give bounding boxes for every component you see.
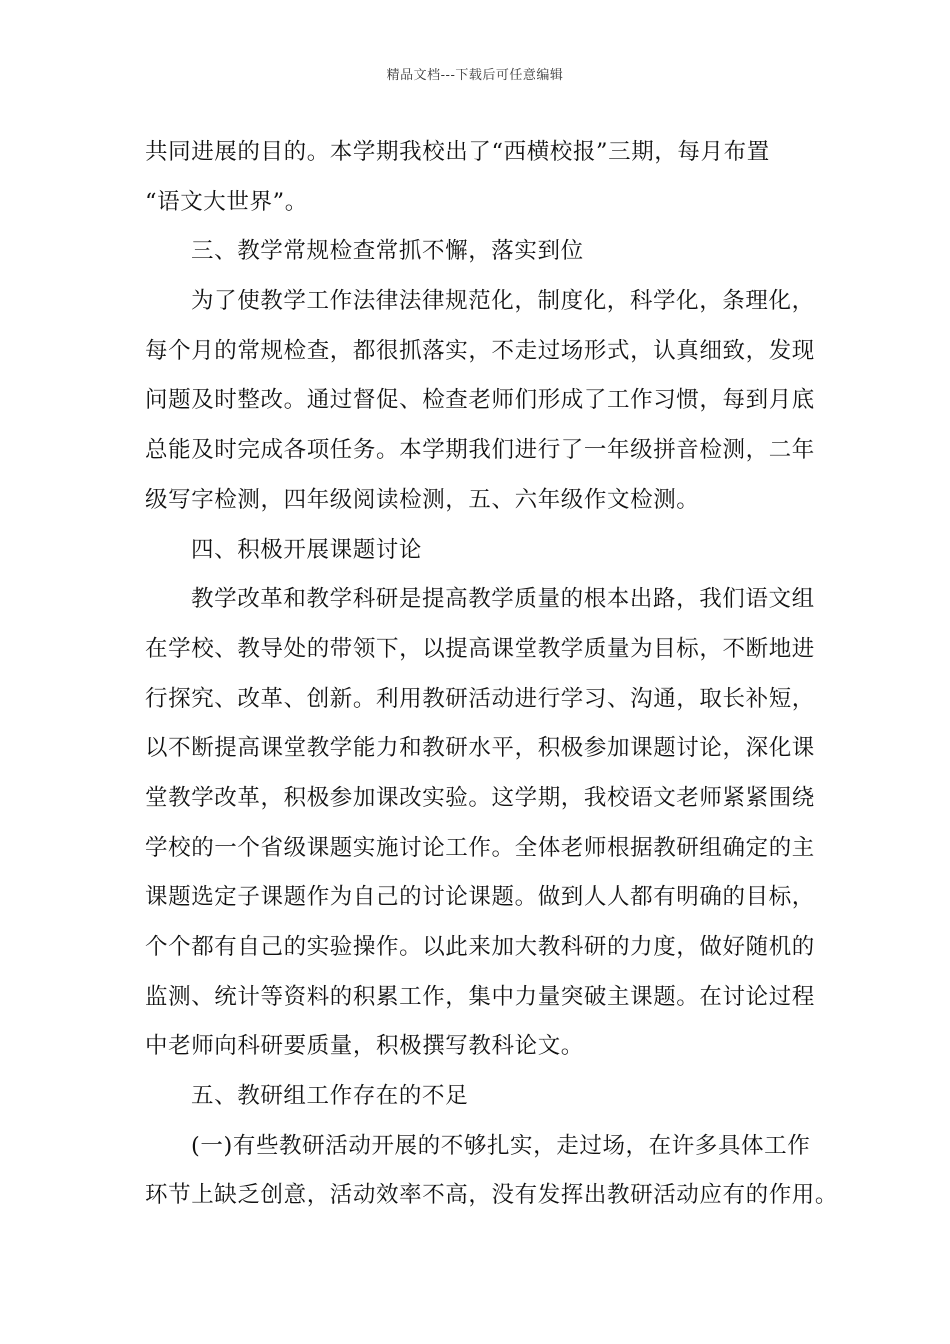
text-line: 在学校、教导处的带领下，以提高课堂教学质量为目标，不断地进 xyxy=(145,635,815,662)
text-line: 堂教学改革，积极参加课改实验。这学期，我校语文老师紧紧围绕 xyxy=(145,784,815,811)
text-line: 课题选定子课题作为自己的讨论课题。做到人人都有明确的目标， xyxy=(145,884,815,911)
text-line: 为了使教学工作法律法律规范化，制度化，科学化，条理化， xyxy=(191,288,815,315)
text-line: 五、教研组工作存在的不足 xyxy=(191,1083,469,1110)
text-line: “语文大世界”。 xyxy=(145,188,308,215)
text-line: 教学改革和教学科研是提高教学质量的根本出路，我们语文组 xyxy=(191,586,815,613)
text-line: 以不断提高课堂教学能力和教研水平，积极参加课题讨论，深化课 xyxy=(145,735,815,762)
text-line: 个个都有自己的实验操作。以此来加大教科研的力度，做好随机的 xyxy=(145,934,815,960)
text-line: 共同进展的目的。本学期我校出了“西横校报”三期，每月布置 xyxy=(145,139,770,165)
text-line: 问题及时整改。通过督促、检查老师们形成了工作习惯，每到月底 xyxy=(145,387,815,414)
text-line: 级写字检测，四年级阅读检测，五、六年级作文检测。 xyxy=(145,486,700,513)
text-line: 总能及时完成各项任务。本学期我们进行了一年级拼音检测，二年 xyxy=(145,437,815,464)
text-line: 中老师向科研要质量，积极撰写教科论文。 xyxy=(145,1033,584,1060)
page-header: 精品文档---下载后可任意编辑 xyxy=(386,68,564,83)
text-line: 三、教学常规检查常抓不懈，落实到位 xyxy=(191,238,584,265)
text-line: 四、积极开展课题讨论 xyxy=(191,536,423,563)
text-line: 每个月的常规检查，都很抓落实，不走过场形式，认真细致，发现 xyxy=(145,337,815,364)
document-body xyxy=(145,128,839,1221)
text-line: (一)有些教研活动开展的不够扎实，走过场，在许多具体工作 xyxy=(191,1132,811,1159)
text-line: 学校的一个省级课题实施讨论工作。全体老师根据教研组确定的主 xyxy=(145,834,815,861)
text-line: 监测、统计等资料的积累工作，集中力量突破主课题。在讨论过程 xyxy=(145,983,815,1010)
text-line: 环节上缺乏创意，活动效率不高，没有发挥出教研活动应有的作用。 xyxy=(145,1182,839,1209)
text-line: 行探究、改革、创新。利用教研活动进行学习、沟通，取长补短， xyxy=(145,685,815,712)
